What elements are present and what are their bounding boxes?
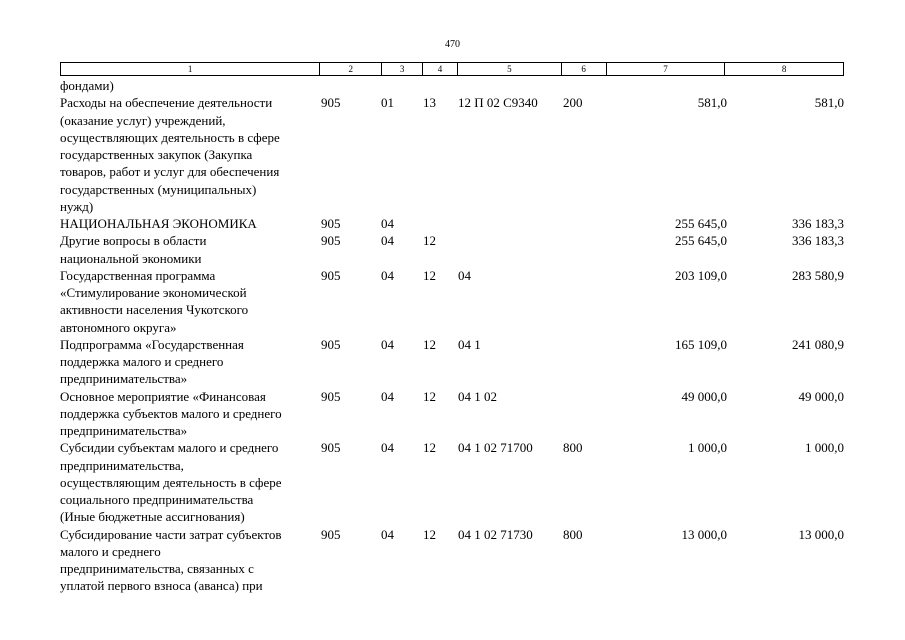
cell-section-code: 04 [381,388,394,404]
cell-name-line: государственных закупок (Закупка [60,147,253,162]
cell-name [60,388,322,440]
table-row [60,94,850,215]
cell-name-line: осуществляющих деятельность в сфере [60,129,280,145]
cell-amount-year-1: 255 645,0 [675,233,727,249]
cell-name-line: Субсидии субъектам малого и среднего [60,440,279,456]
cell-amount-year-1: 165 109,0 [675,336,727,352]
cell-subsection-code: 12 [423,233,436,249]
cell-target-article: 04 [458,267,471,283]
table-row [60,388,850,440]
cell-department-code: 905 [321,233,341,249]
cell-amount-year-2: 13 000,0 [798,526,844,542]
cell-target-article: 12 П 02 С9340 [458,95,538,111]
cell-name [60,439,322,525]
table-row [60,336,850,388]
cell-target-article: 04 1 02 71700 [458,440,533,456]
cell-section-code: 04 [381,267,394,283]
cell-name [60,215,322,232]
cell-department-code: 905 [321,440,341,456]
cell-target-article: 04 1 02 [458,388,497,404]
cell-expense-type: 200 [563,95,583,111]
cell-amount-year-2: 49 000,0 [798,388,844,404]
cell-amount-year-2: 283 580,9 [792,267,844,283]
cell-name-line: Основное мероприятие «Финансовая [60,388,266,404]
cell-subsection-code: 13 [423,95,436,111]
cell-amount-year-2: 581,0 [814,95,844,111]
column-header-5: 5 [458,63,562,75]
cell-section-code: 04 [381,336,394,352]
table-body [60,77,850,595]
cell-name-line: автономного округа» [60,319,177,335]
table-row [60,267,850,336]
cell-section-code: 04 [381,216,394,231]
cell-name [60,232,322,267]
cell-name-line: НАЦИОНАЛЬНАЯ ЭКОНОМИКА [60,216,257,231]
cell-department-code: 905 [321,95,341,111]
cell-name [60,77,322,94]
cell-name-line: уплатой первого взноса (аванса) при [60,578,263,594]
cell-section-code: 01 [381,95,394,111]
cell-target-article: 04 1 [458,336,481,352]
cell-name-line: товаров, работ и услуг для обеспечения [60,164,280,180]
cell-subsection-code: 12 [423,440,436,456]
cell-name-line: государственных (муниципальных) [60,181,257,197]
cell-amount-year-2: 336 183,3 [792,216,844,231]
cell-amount-year-2: 336 183,3 [792,233,844,249]
cell-name-line: предпринимательства» [60,423,188,438]
table-row [60,439,850,525]
cell-amount-year-1: 49 000,0 [681,388,727,404]
cell-name-line: национальной экономики [60,250,202,266]
cell-name-line: (Иные бюджетные ассигнования) [60,509,245,525]
cell-expense-type: 800 [563,526,583,542]
cell-name-line: предпринимательства, [60,457,184,473]
cell-name-line: осуществляющим деятельность в сфере [60,474,282,490]
column-header-3: 3 [382,63,423,75]
cell-amount-year-1: 255 645,0 [675,216,727,231]
table-row [60,215,850,232]
table-header [60,62,844,76]
column-header-6: 6 [562,63,607,75]
cell-department-code: 905 [321,336,341,352]
cell-subsection-code: 12 [423,336,436,352]
cell-name-line: Подпрограмма «Государственная [60,336,244,352]
cell-section-code: 04 [381,440,394,456]
cell-name-line: поддержка субъектов малого и среднего [60,405,282,421]
cell-name [60,526,322,595]
cell-amount-year-1: 1 000,0 [688,440,727,456]
table-row [60,232,850,267]
cell-section-code: 04 [381,526,394,542]
cell-department-code: 905 [321,267,341,283]
cell-amount-year-1: 581,0 [697,95,727,111]
cell-name [60,336,322,388]
cell-name-line: предпринимательства» [60,371,188,387]
cell-subsection-code: 12 [423,388,436,404]
cell-name-line: Государственная программа [60,267,216,283]
cell-name [60,267,322,336]
cell-department-code: 905 [321,388,341,404]
cell-name-line: предпринимательства, связанных с [60,561,254,576]
column-header-7: 7 [607,63,726,75]
cell-expense-type: 800 [563,440,583,456]
cell-amount-year-2: 1 000,0 [805,440,844,456]
cell-subsection-code: 12 [423,267,436,283]
cell-amount-year-1: 203 109,0 [675,267,727,283]
cell-amount-year-2: 241 080,9 [792,336,844,352]
cell-amount-year-1: 13 000,0 [681,526,727,542]
cell-name-line: фондами) [60,78,114,93]
page-number: 470 [445,39,460,50]
cell-target-article: 04 1 02 71730 [458,526,533,542]
column-header-4: 4 [423,63,458,75]
cell-name-line: Другие вопросы в области [60,233,207,249]
cell-name [60,94,322,215]
cell-department-code: 905 [321,526,341,542]
cell-name-line: Расходы на обеспечение деятельности [60,95,273,111]
cell-department-code: 905 [321,216,341,231]
cell-name-line: «Стимулирование экономической [60,285,247,300]
table-row [60,77,850,94]
cell-section-code: 04 [381,233,394,249]
cell-name-line: (оказание услуг) учреждений, [60,112,226,128]
cell-name-line: поддержка малого и среднего [60,354,224,369]
cell-name-line: активности населения Чукотского [60,302,249,318]
cell-name-line: нужд) [60,198,94,214]
table-row [60,526,850,595]
cell-name-line: социального предпринимательства [60,492,254,507]
column-header-2: 2 [320,63,382,75]
column-header-1: 1 [61,63,320,75]
cell-name-line: малого и среднего [60,543,161,559]
column-header-8: 8 [781,64,787,74]
cell-subsection-code: 12 [423,526,436,542]
cell-name-line: Субсидирование части затрат субъектов [60,526,282,542]
